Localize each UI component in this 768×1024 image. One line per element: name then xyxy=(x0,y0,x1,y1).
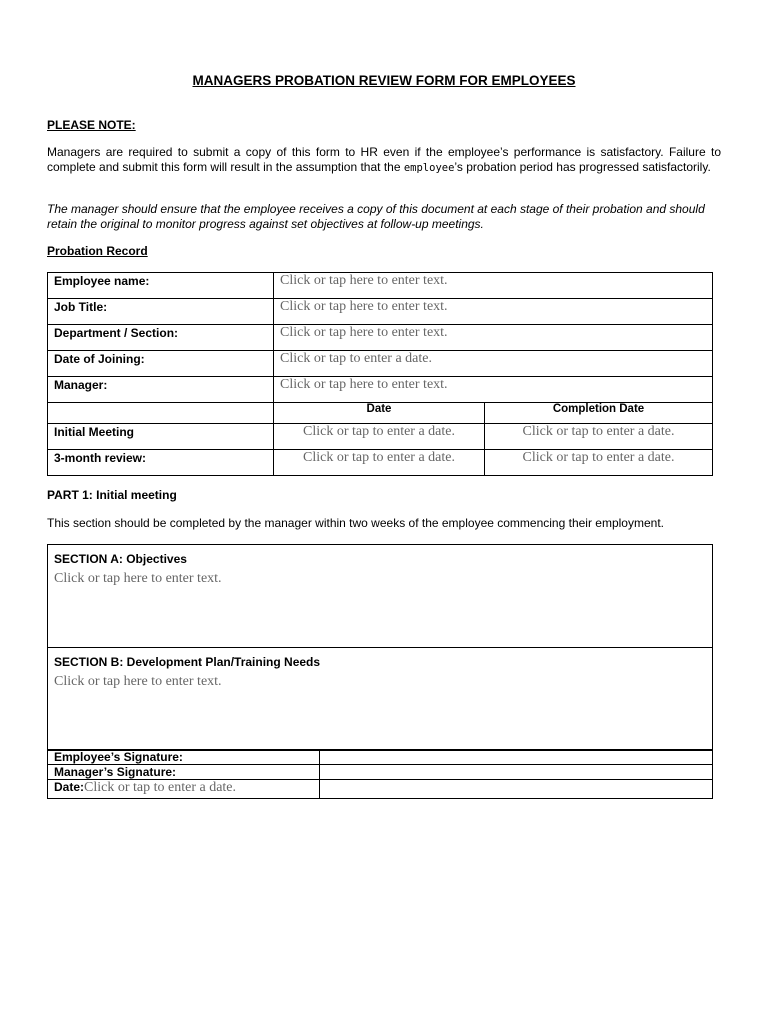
date-of-joining-label: Date of Joining: xyxy=(48,351,274,377)
note-paragraph-mono: employee xyxy=(403,162,455,174)
initial-meeting-date-placeholder: Click or tap to enter a date. xyxy=(303,424,455,439)
empty-header-cell xyxy=(48,403,274,424)
section-a-field[interactable] xyxy=(48,545,713,648)
manager-field[interactable] xyxy=(274,377,713,403)
initial-meeting-label: Initial Meeting xyxy=(48,424,274,450)
manager-instruction: The manager should ensure that the employee receives a copy of this document at each stage of their probation and should retain the original to monitor progress against set objectives at follow-up meetings. xyxy=(47,202,705,231)
job-title-field[interactable] xyxy=(274,299,713,325)
section-b-label: SECTION B: Development Plan/Training Needs xyxy=(54,655,321,669)
three-month-review-completion-field[interactable] xyxy=(485,450,713,476)
table-row xyxy=(48,765,713,780)
manager-signature-label: Manager’s Signature: xyxy=(48,765,320,780)
employee-name-label: Employee name: xyxy=(48,273,274,299)
table-row xyxy=(48,377,713,403)
table-row xyxy=(48,648,713,751)
initial-meeting-completion-placeholder: Click or tap to enter a date. xyxy=(522,424,675,439)
part1-heading: PART 1: Initial meeting xyxy=(47,488,177,502)
table-row xyxy=(48,273,713,299)
employee-signature-label: Employee’s Signature: xyxy=(48,750,320,765)
page-title: MANAGERS PROBATION REVIEW FORM FOR EMPLOYEES xyxy=(192,73,576,88)
three-month-review-date-field[interactable] xyxy=(274,450,485,476)
probation-record-table xyxy=(47,272,713,476)
completion-date-column-header: Completion Date xyxy=(485,403,713,424)
manager-placeholder: Click or tap here to enter text. xyxy=(280,377,448,392)
part1-instruction: This section should be completed by the manager within two weeks of the employee commencing their employment. xyxy=(47,516,664,530)
section-b-placeholder: Click or tap here to enter text. xyxy=(54,674,222,689)
manager-label: Manager: xyxy=(48,377,274,403)
job-title-label: Job Title: xyxy=(48,299,274,325)
date-label: Date: xyxy=(54,780,85,794)
department-label: Department / Section: xyxy=(48,325,274,351)
employee-name-field[interactable] xyxy=(274,273,713,299)
table-row xyxy=(48,450,713,476)
date-empty-cell xyxy=(320,780,713,799)
date-of-joining-field[interactable] xyxy=(274,351,713,377)
date-field[interactable] xyxy=(48,780,320,799)
table-row xyxy=(48,545,713,648)
three-month-review-date-placeholder: Click or tap to enter a date. xyxy=(303,450,455,465)
sections-table xyxy=(47,544,713,751)
note-paragraph-part-1: Managers are required to submit a copy of this form to HR even if the employee’s performance is satisfactory. Failure to complete and submit this form will result in the assumption that the xyxy=(47,145,721,174)
department-placeholder: Click or tap here to enter text. xyxy=(280,325,448,340)
employee-signature-field[interactable] xyxy=(320,750,713,765)
manager-signature-field[interactable] xyxy=(320,765,713,780)
note-paragraph xyxy=(47,145,721,176)
probation-record-heading: Probation Record xyxy=(47,244,148,258)
date-of-joining-placeholder: Click or tap to enter a date. xyxy=(280,351,432,366)
job-title-placeholder: Click or tap here to enter text. xyxy=(280,299,448,314)
signatures-table xyxy=(47,749,713,799)
table-row xyxy=(48,403,713,424)
three-month-review-label: 3-month review: xyxy=(48,450,274,476)
date-column-header: Date xyxy=(274,403,485,424)
section-b-field[interactable] xyxy=(48,648,713,751)
table-row xyxy=(48,325,713,351)
three-month-review-completion-placeholder: Click or tap to enter a date. xyxy=(522,450,675,465)
note-paragraph-part-2: ’s probation period has progressed satisfactorily. xyxy=(454,160,711,174)
table-row xyxy=(48,424,713,450)
table-row xyxy=(48,750,713,765)
date-placeholder: Click or tap to enter a date. xyxy=(84,780,237,795)
initial-meeting-completion-field[interactable] xyxy=(485,424,713,450)
initial-meeting-date-field[interactable] xyxy=(274,424,485,450)
section-a-placeholder: Click or tap here to enter text. xyxy=(54,571,222,586)
department-field[interactable] xyxy=(274,325,713,351)
table-row xyxy=(48,351,713,377)
employee-name-placeholder: Click or tap here to enter text. xyxy=(280,273,448,288)
section-a-label: SECTION A: Objectives xyxy=(54,552,187,566)
table-row xyxy=(48,780,713,799)
table-row xyxy=(48,299,713,325)
note-heading: PLEASE NOTE: xyxy=(47,118,136,132)
